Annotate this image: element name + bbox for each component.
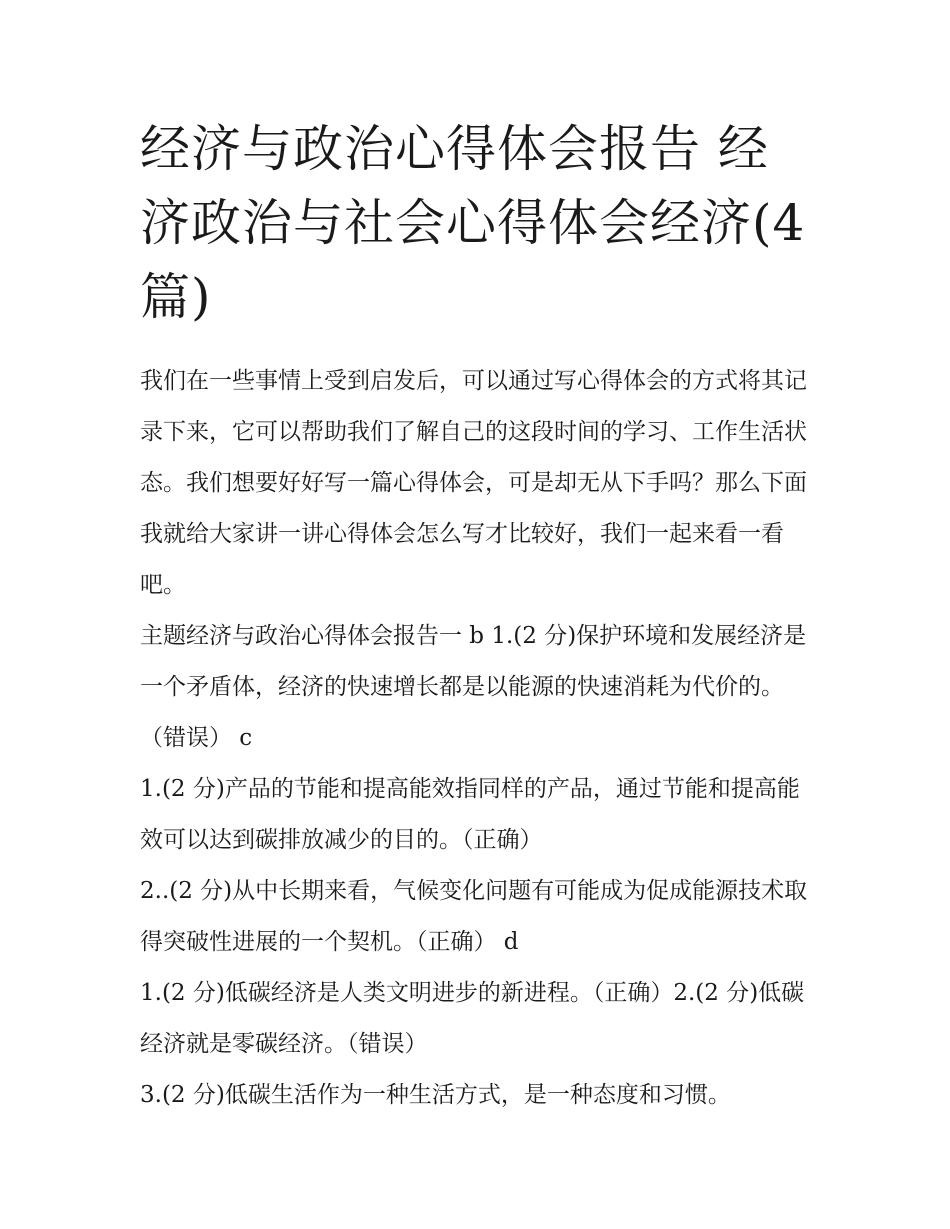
document-page — [140, 112, 815, 1121]
intro-paragraph: 我们在一些事情上受到启发后，可以通过写心得体会的方式将其记录下来，它可以帮助我们了解自己的这段时间的学习、工作生活状态。我们想要好好写一篇心得体会，可是却无从下手吗？那么下面我就给大家讲一讲心得体会怎么写才比较好，我们一起来看一看吧。 — [140, 368, 807, 598]
body-paragraph: 1.(2 分)低碳经济是人类文明进步的新进程。（正确）2.(2 分)低碳经济就是零碳经济。（错误） — [140, 980, 805, 1057]
body-paragraph: 1.(2 分)产品的节能和提高能效指同样的产品，通过节能和提高能效可以达到碳排放减少的目的。（正确） — [140, 776, 800, 853]
body-paragraph: 主题经济与政治心得体会报告一 b 1.(2 分)保护环境和发展经济是一个矛盾体，经济的快速增长都是以能源的快速消耗为代价的。（错误） c — [140, 623, 807, 751]
body-paragraph: 2..(2 分)从中长期来看，气候变化问题有可能成为促成能源技术取得突破性进展的一个契机。（正确） d — [140, 878, 808, 955]
document-title: 经济与政治心得体会报告 经济政治与社会心得体会经济(4篇) — [140, 120, 806, 326]
body-paragraph: 3.(2 分)低碳生活作为一种生活方式，是一种态度和习惯。 — [140, 1082, 731, 1108]
